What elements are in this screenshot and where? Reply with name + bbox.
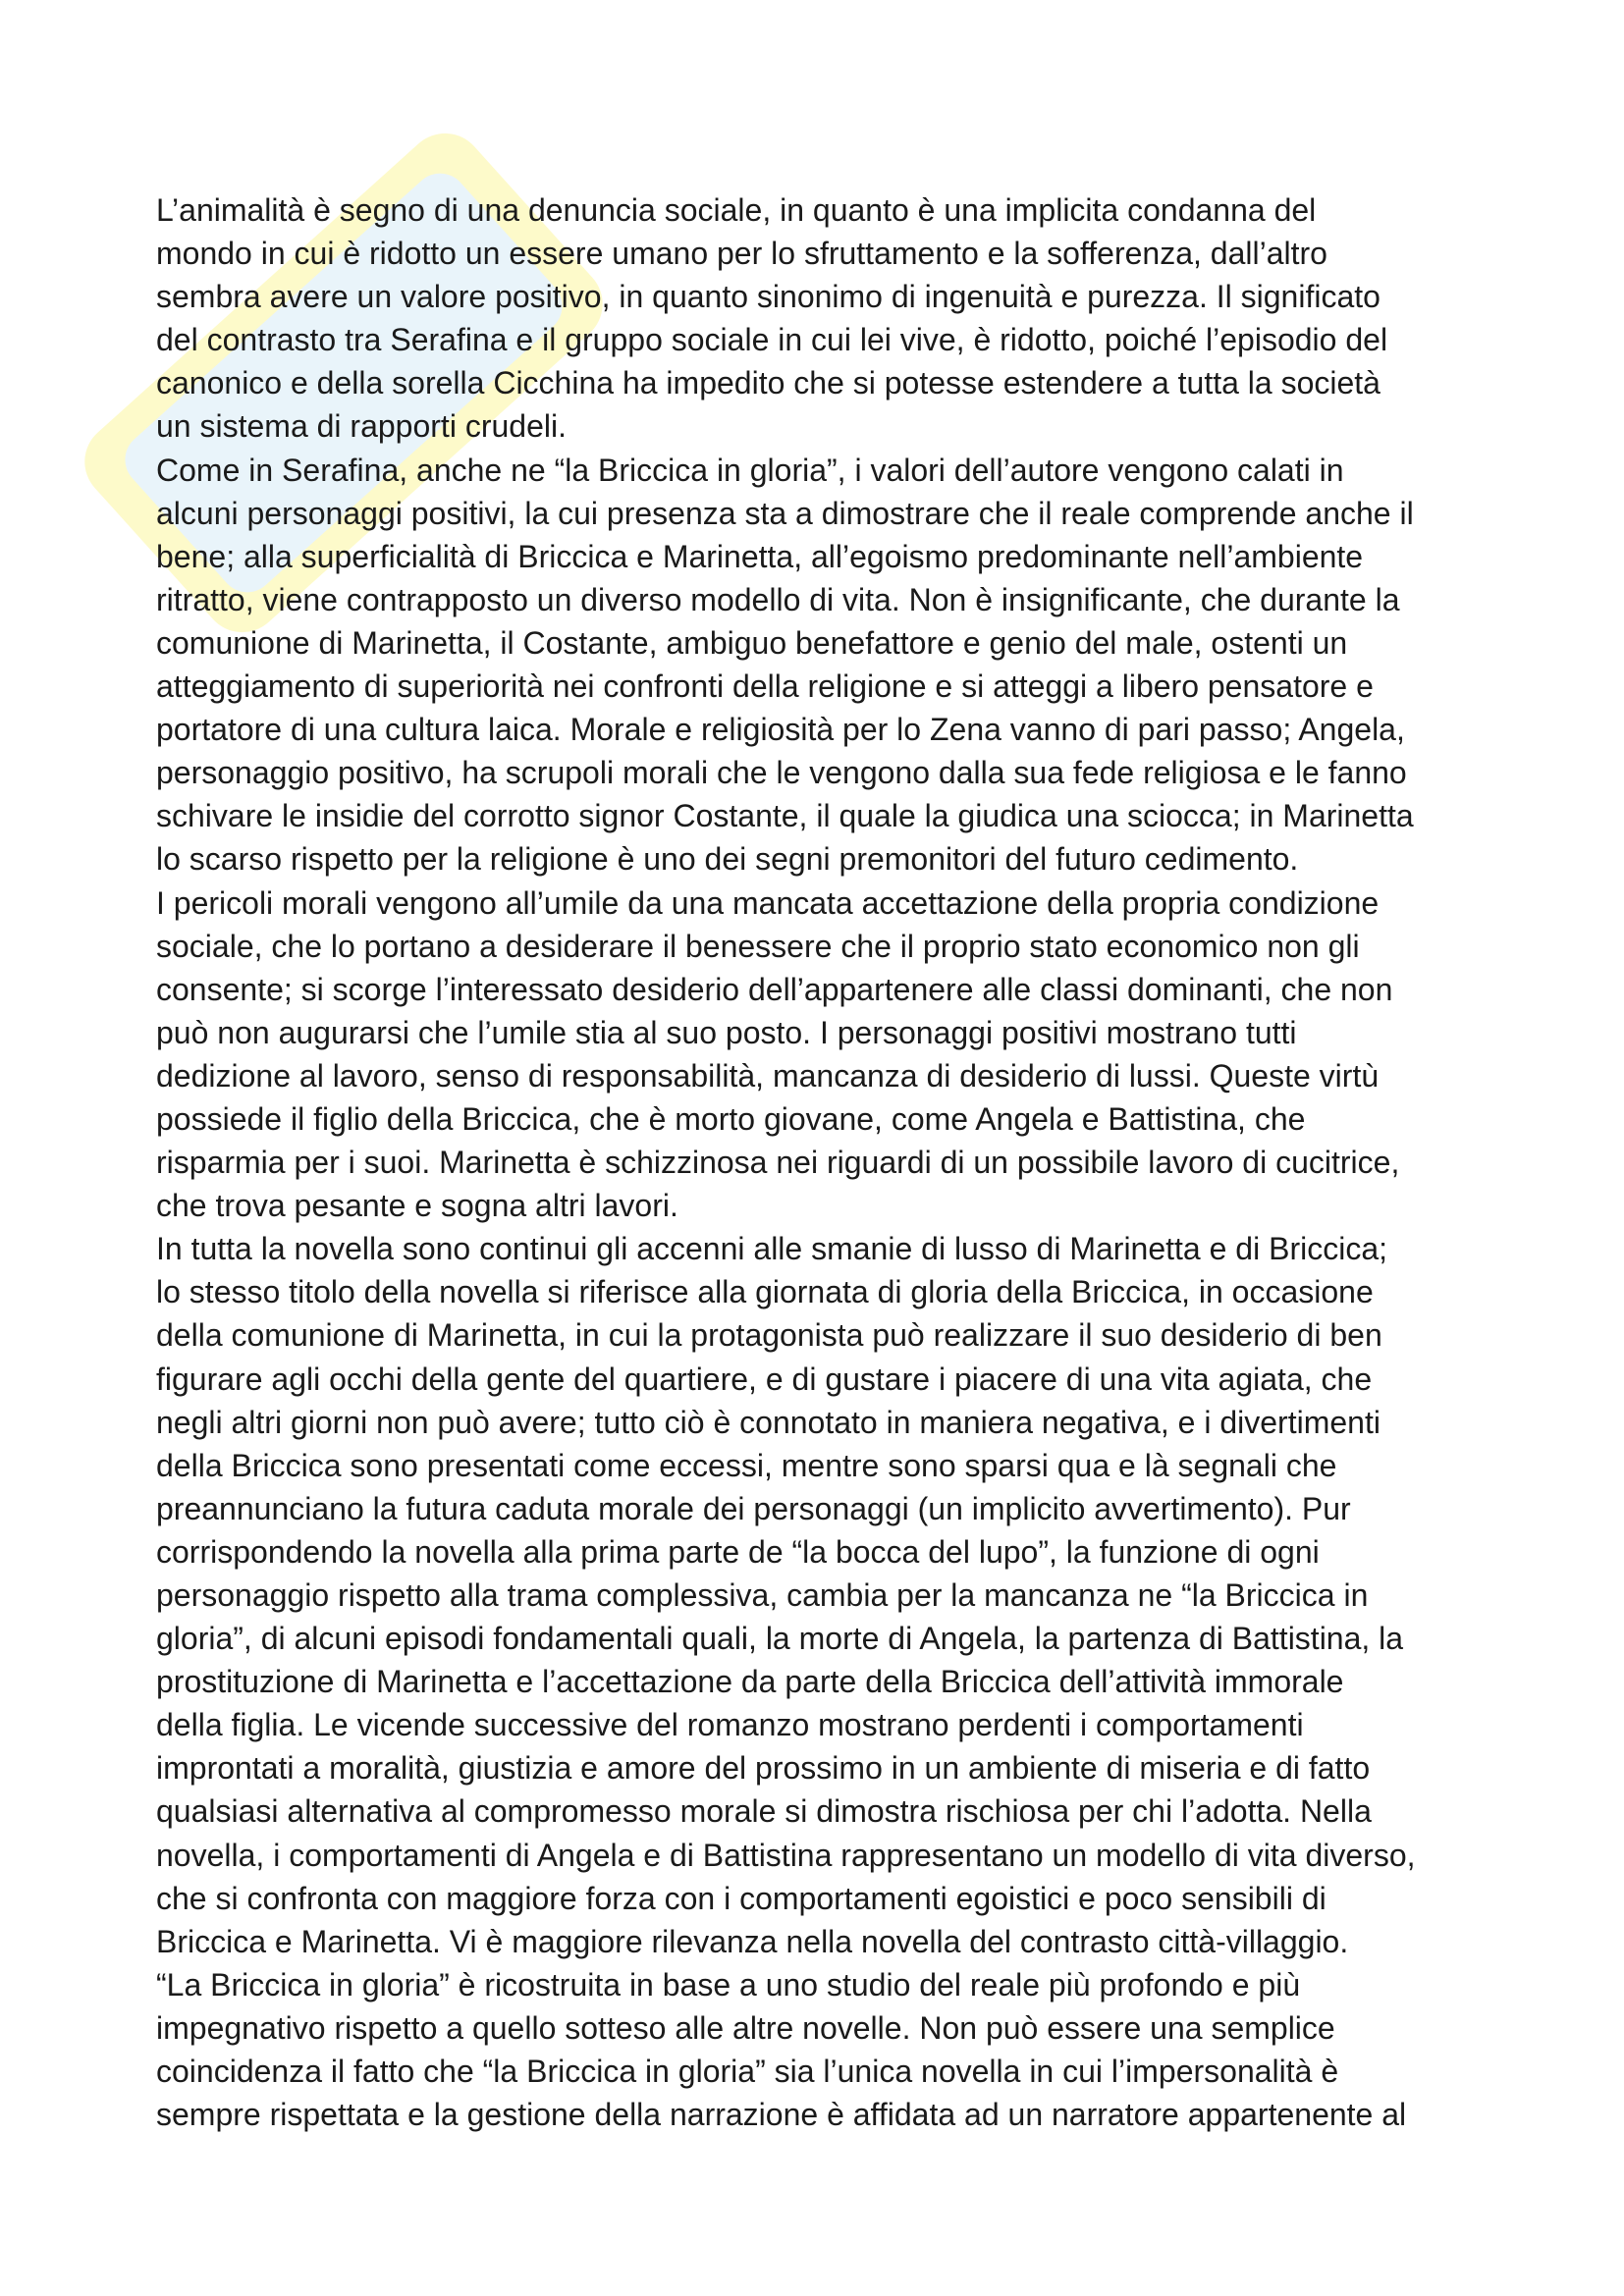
document-body	[156, 188, 1482, 2136]
paragraph-5: “La Briccica in gloria” è ricostruita in base a uno studio del reale più profondo e più impegnativo rispetto a quello sotteso alle altre novelle. Non può essere una semplice coincidenza il fatto che “la Briccica in gloria” sia l’unica novella in cui l’impersonalità è sempre rispettata e la gestione della narrazione è affidata ad un narratore appartenente al	[156, 1966, 1407, 2133]
paragraph-3: I pericoli morali vengono all’umile da una mancata accettazione della propria condizione sociale, che lo portano a desiderare il benessere che il proprio stato economico non gli consente; si scorge l’interessato desiderio dell’appartenere alle classi dominanti, che non può non augurarsi che l’umile stia al suo posto. I personaggi positivi mostrano tutti dedizione al lavoro, senso di responsabilità, mancanza di desiderio di lussi. Queste virtù possiede il figlio della Briccica, che è morto giovane, come Angela e Battistina, che risparmia per i suoi. Marinetta è schizzinosa nei riguardi di un possibile lavoro di cucitrice, che trova pesante e sogna altri lavori.	[156, 884, 1400, 1224]
paragraph-2: Come in Serafina, anche ne “la Briccica in gloria”, i valori dell’autore vengono calati in alcuni personaggi positivi, la cui presenza sta a dimostrare che il reale comprende anche il bene; alla superficialità di Briccica e Marinetta, all’egoismo predominante nell’ambiente ritratto, viene contrapposto un diverso modello di vita. Non è insignificante, che durante la comunione di Marinetta, il Costante, ambiguo benefattore e genio del male, ostenti un atteggiamento di superiorità nei confronti della religione e si atteggi a libero pensatore e portatore di una cultura laica. Morale e religiosità per lo Zena vanno di pari passo; Angela, personaggio positivo, ha scrupoli morali che le vengono dalla sua fede religiosa e le fanno schivare le insidie del corrotto signor Costante, il quale la giudica una sciocca; in Marinetta lo scarso rispetto per la religione è uno dei segni premonitori del futuro cedimento.	[156, 452, 1414, 878]
paragraph-1: L’animalità è segno di una denuncia sociale, in quanto è una implicita condanna del mondo in cui è ridotto un essere umano per lo sfruttamento e la sofferenza, dall’altro sembra avere un valore positivo, in quanto sinonimo di ingenuità e purezza. Il significato del contrasto tra Serafina e il gruppo sociale in cui lei vive, è ridotto, poiché l’episodio del canonico e della sorella Cicchina ha impedito che si potesse estendere a tutta la società un sistema di rapporti crudeli.	[156, 192, 1388, 445]
paragraph-4: In tutta la novella sono continui gli accenni alle smanie di lusso di Marinetta e di Briccica; lo stesso titolo della novella si riferisce alla giornata di gloria della Briccica, in occasione della comunione di Marinetta, in cui la protagonista può realizzare il suo desiderio di ben figurare agli occhi della gente del quartiere, e di gustare i piacere di una vita agiata, che negli altri giorni non può avere; tutto ciò è connotato in maniera negativa, e i divertimenti della Briccica sono presentati come eccessi, mentre sono sparsi qua e là segnali che preannunciano la futura caduta morale dei personaggi (un implicito avvertimento). Pur corrispondendo la novella alla prima parte de “la bocca del lupo”, la funzione di ogni personaggio rispetto alla trama complessiva, cambia per la mancanza ne “la Briccica in gloria”, di alcuni episodi fondamentali quali, la morte di Angela, la partenza di Battistina, la prostituzione di Marinetta e l’accettazione da parte della Briccica dell’attività immorale della figlia. Le vicende successive del romanzo mostrano perdenti i comportamenti improntati a moralità, giustizia e amore del prossimo in un ambiente di miseria e di fatto qualsiasi alternativa al compromesso morale si dimostra rischiosa per chi l’adotta. Nella novella, i comportamenti di Angela e di Battistina rappresentano un modello di vita diverso, che si confronta con maggiore forza con i comportamenti egoistici e poco sensibili di Briccica e Marinetta. Vi è maggiore rilevanza nella novella del contrasto città-villaggio.	[156, 1231, 1416, 1959]
